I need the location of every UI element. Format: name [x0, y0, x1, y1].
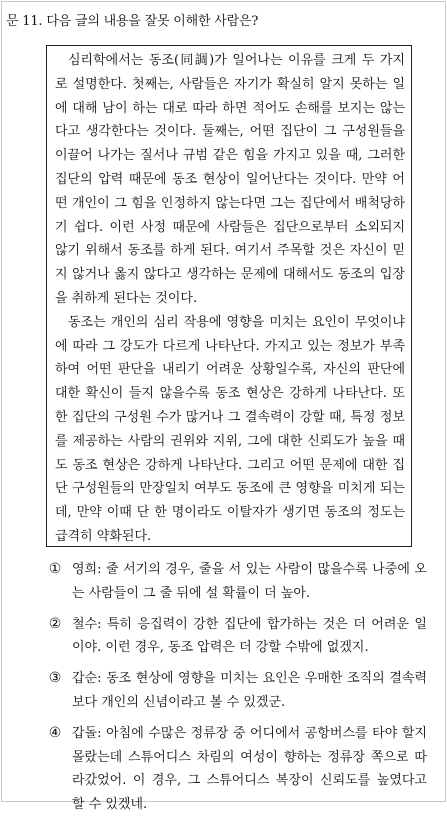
question-text: 다음 글의 내용을 잘못 이해한 사람은?: [46, 14, 259, 29]
option-text: 철수: 특히 응집력이 강한 집단에 합가하는 것은 더 어려운 일이야. 이런 경우, 동조 압력은 더 강할 수밖에 없겠지.: [72, 616, 427, 656]
option-text: 갑돌: 아침에 수많은 정류장 중 어디에서 공항버스를 타야 할지 몰랐는데 스튜어디스 차림의 여성이 향하는 정류장 쪽으로 따라갔었어. 이 경우, 그 스튜어디스 복장이 신뢰도를 높였다고 할 수 있겠네.: [72, 725, 427, 813]
question-number: 문 11.: [6, 14, 43, 29]
option-text: 갑순: 동조 현상에 영향을 미치는 요인은 우매한 조직의 결속력보다 개인의 신념이라고 볼 수 있겠군.: [72, 671, 427, 710]
answer-option-3[interactable]: [47, 667, 427, 715]
answer-option-2[interactable]: [47, 613, 427, 661]
passage-paragraph-1: 심리학에서는 동조(同調)가 일어나는 이유를 크게 두 가지로 설명한다. 첫째는, 사람들은 자기가 확실히 알지 못하는 일에 대해 남이 하는 대로 따라 하면 적어도 손해를 보지는 않는다고 생각한다는 것이다. 둘째는, 어떤 집단이 그 구성원들을 이끌어 나가는 질서나 규범 같은 힘을 가지고 있을 때, 그러한 집단의 압력 때문에 동조 현상이 일어난다는 것이다. 만약 어떤 개인이 그 힘을 인정하지 않는다면 그는 집단에서 배척당하기 쉽다. 이런 사정 때문에 사람들은 집단으로부터 소외되지 않기 위해서 동조를 하게 된다. 여기서 주목할 것은 자신이 믿지 않거나 옳지 않다고 생각하는 문제에 대해서도 동조의 입장을 취하게 된다는 것이다.: [55, 53, 405, 306]
passage-paragraph-2: 동조는 개인의 심리 작용에 영향을 미치는 요인이 무엇이냐에 따라 그 강도가 다르게 나타난다. 가지고 있는 정보가 부족하여 어떤 판단을 내리기 어려운 상황일수록, 자신의 판단에 대한 확신이 들지 않을수록 동조 현상은 강하게 나타난다. 또한 집단의 구성원 수가 많거나 그 결속력이 강할 때, 특정 정보를 제공하는 사람의 권위와 지위, 그에 대한 신뢰도가 높을 때도 동조 현상은 강하게 나타난다. 그리고 어떤 문제에 대한 집단 구성원들의 만장일치 여부도 동조에 큰 영향을 미치게 되는데, 만약 이때 단 한 명이라도 이탈자가 생기면 동조의 정도는 급격히 약화된다.: [55, 314, 405, 544]
answer-option-1[interactable]: [47, 558, 427, 606]
question-header: [6, 10, 258, 29]
option-number: ③: [48, 670, 62, 687]
answer-options: [47, 558, 427, 824]
reading-passage: [46, 45, 412, 547]
option-text: 영희: 줄 서기의 경우, 줄을 서 있는 사람이 많을수록 나중에 오는 사람들이 그 줄 뒤에 설 확률이 더 높아.: [72, 562, 427, 601]
option-number: ②: [48, 615, 62, 632]
option-number: ①: [48, 561, 62, 577]
option-number: ④: [48, 724, 62, 741]
